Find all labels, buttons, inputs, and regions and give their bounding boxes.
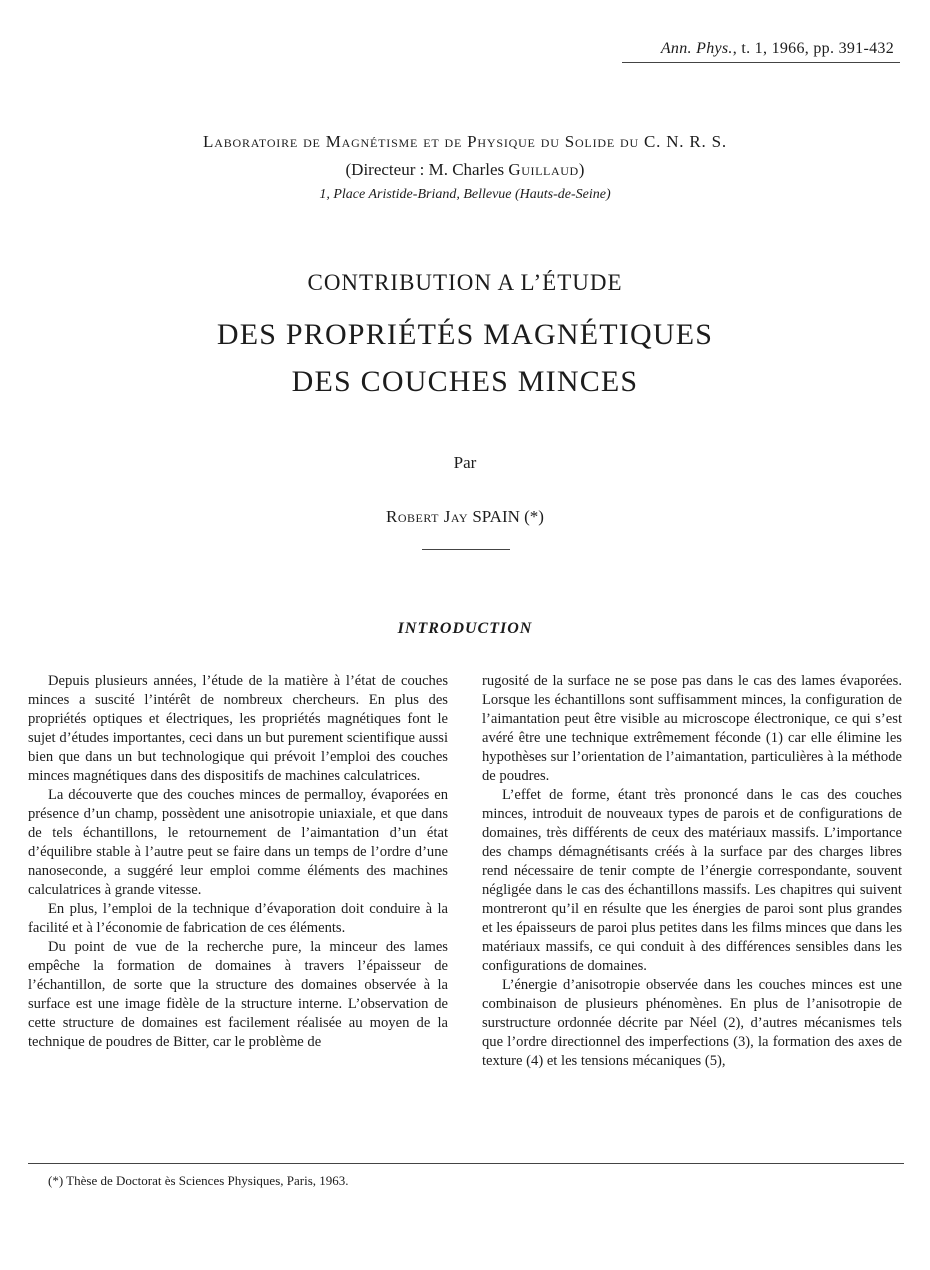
title-line-2: DES PROPRIÉTÉS MAGNÉTIQUES xyxy=(216,318,714,351)
journal-name: Ann. Phys. xyxy=(660,40,733,57)
body-column-right xyxy=(482,672,902,1071)
body-column-left xyxy=(28,672,448,1052)
paragraph-continuation: rugosité de la surface ne se pose pas dans le cas des lames évaporées. Lorsque les échantillons sont suffisamment minces, la configuration de l’aimantation peut être visible au microscope électronique, ce qui s’est avéré être une technique extrêmement féconde (1) car elle élimine les hypothèses sur l’orientation de l’aimantation, particulières à la méthode de poudres. xyxy=(482,673,902,784)
laboratory-name: Laboratoire de Magnétisme et de Physique du Solide du C. N. R. S. xyxy=(203,132,727,151)
footnote-rule xyxy=(28,1163,904,1164)
title-line-1: CONTRIBUTION A L’ÉTUDE xyxy=(307,270,623,295)
footnote: (*) Thèse de Doctorat ès Sciences Physiques, Paris, 1963. xyxy=(48,1173,349,1188)
author-last-name: SPAIN (*) xyxy=(468,507,544,526)
director-suffix: ) xyxy=(578,160,585,179)
journal-reference xyxy=(661,40,894,58)
director-name: Guillaud xyxy=(508,160,579,179)
paragraph: La découverte que des couches minces de permalloy, évaporées en présence d’un champ, possèdent une anisotropie uniaxiale, et que dans de tels échantillons, le retournement de l’aimantation d’un état d’équilibre stable à l’autre peut se faire dans un temps de l’ordre d’une nanoseconde, a suggéré leur emploi comme éléments des machines calculatrices à grande vitesse. xyxy=(28,787,448,898)
director-line xyxy=(0,160,930,180)
byline-par: Par xyxy=(453,453,477,472)
paragraph: L’énergie d’anisotropie observée dans les couches minces est une combinaison de plusieurs phénomènes. En plus de l’anisotropie de surstructure ordonnée décrite par Néel (2), d’autres mécanismes tels que l’ordre directionnel des imperfections (3), la formation des axes de texture (4) et les tensions mécaniques (5), xyxy=(482,977,902,1069)
paragraph: Du point de vue de la recherche pure, la minceur des lames empêche la formation de domaines à travers l’épaisseur de l’échantillon, de sorte que la structure des domaines observée à la surface est une image fidèle de la structure interne. L’observation de cette structure de domaines est facilement réalisée au moyen de la technique de poudres de Bitter, car le problème de xyxy=(28,939,448,1050)
author-name xyxy=(0,507,930,527)
author-rule xyxy=(422,549,510,550)
journal-volume-pages: , t. 1, 1966, pp. 391-432 xyxy=(732,40,894,57)
laboratory-address: 1, Place Aristide-Briand, Bellevue (Hauts-de-Seine) xyxy=(319,187,611,202)
paragraph: Depuis plusieurs années, l’étude de la matière à l’état de couches minces a suscité l’intérêt de nombreux chercheurs. En plus des propriétés optiques et électriques, les propriétés magnétiques font le sujet d’études importantes, ceci dans un but purement scientifique aussi bien que dans un but technologique qui prévoit l’emploi des couches minces magnétiques dans des dispositifs de machines calculatrices. xyxy=(28,673,448,784)
director-prefix: (Directeur : M. Charles xyxy=(345,160,509,179)
paragraph: L’effet de forme, étant très prononcé dans le cas des couches minces, introduit de nouveaux types de parois et de configurations de domaines, très différents de ceux des matériaux massifs. L’importance des champs démagnétisants créés à la surface par des charges libres rend nécessaire de tenir compte de l’énergie correspondante, souvent négligée dans le cas des échantillons massifs. Les chapitres qui suivent montreront qu’il en résulte que les énergies de paroi sont plus grandes et les épaisseurs de paroi plus petites dans les films minces que dans les matériaux massifs, ce qui conduit à des différences sensibles dans les configurations de domaines. xyxy=(482,787,902,974)
section-heading: INTRODUCTION xyxy=(397,620,533,637)
author-first-names: Robert Jay xyxy=(386,507,469,526)
title-line-3: DES COUCHES MINCES xyxy=(291,365,639,398)
header-rule xyxy=(622,62,900,63)
paragraph: En plus, l’emploi de la technique d’évaporation doit conduire à la facilité et à l’économie de fabrication de ces éléments. xyxy=(28,901,448,936)
